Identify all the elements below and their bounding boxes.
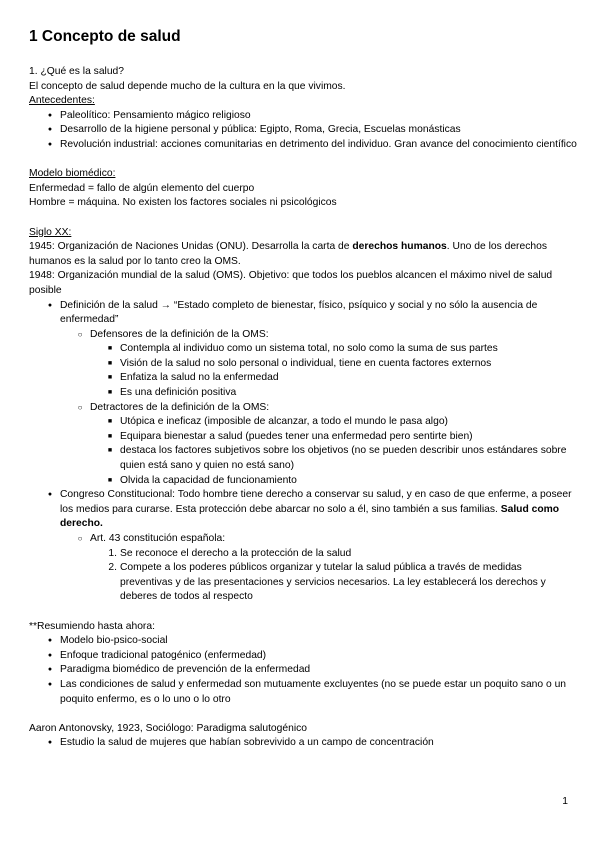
siglo-paragraph: 1945: Organización de Naciones Unidas (ONU). Desarrolla la carta de derechos humanos. Uno de los derechos humanos es la salud por lo tanto creo la OMS.: [29, 241, 547, 267]
aaron-heading: Aaron Antonovsky, 1923, Sociólogo: Paradigma salutogénico: [29, 722, 308, 734]
page-number: 1: [562, 796, 568, 807]
intro-text: El concepto de salud depende mucho de la cultura en la que vivimos.: [29, 80, 346, 92]
list-item: ■ Enfatiza la salud no la enfermedad: [107, 372, 279, 384]
biomedico-line: Hombre = máquina. No existen los factores sociales ni psicológicos: [29, 197, 337, 209]
siglo-heading: Siglo XX:: [29, 226, 72, 238]
aaron-list: [29, 736, 577, 751]
list-item: ● Las condiciones de salud y enfermedad son mutuamente excluyentes (no se puede estar un poquito sano o un poquito enfermo, es o lo uno o lo otro: [47, 678, 567, 705]
list-item: ■ Olvida la capacidad de funcionamiento: [107, 474, 297, 486]
page-title: 1 Concepto de salud: [29, 28, 181, 45]
list-item: ■ Equipara bienestar a salud (puedes tener una enfermedad pero sentirte bien): [107, 430, 473, 442]
list-item: ■ Visión de la salud no solo personal o individual, tiene en cuenta factores externos: [107, 357, 492, 369]
list-item: ■ Utópica e ineficaz (imposible de alcanzar, a todo el mundo le pasa algo): [107, 416, 448, 428]
biomedico-line: Enfermedad = fallo de algún elemento del cuerpo: [29, 182, 255, 194]
document-page: [29, 28, 577, 751]
list-item: ■ Contempla al individuo como un sistema total, no solo como la suma de sus partes: [107, 343, 498, 355]
list-item: ● Congreso Constitucional: Todo hombre tiene derecho a conservar su salud, y en caso de que enferme, a poseer los medios para curarse. Esta protección debe abarcar no solo a él, sino también a sus familias. Salud como derecho.: [47, 489, 572, 530]
list-item: ● Paradigma biomédico de prevención de la enfermedad: [47, 664, 311, 676]
list-item: ■ Es una definición positiva: [107, 387, 237, 399]
list-item: 1. Se reconoce el derecho a la protección de la salud: [108, 547, 352, 559]
list-item: ● Revolución industrial: acciones comunitarias en detrimento del individuo. Gran avance del conocimiento científico: [47, 138, 577, 150]
list-item: ● Definición de la salud → “Estado completo de bienestar, físico, psíquico y social y no sólo la ausencia de enfermedad”: [47, 299, 538, 326]
list-item: ■ destaca los factores subjetivos sobre los objetivos (no se pueden describir unos estándares sobre quien está sano y quien no está sano): [107, 445, 567, 472]
list-item: ● Enfoque tradicional patogénico (enfermedad): [47, 649, 267, 661]
siglo-list: [29, 299, 577, 605]
list-item: ○ Detractores de la definición de la OMS:: [77, 401, 270, 413]
antecedentes-list: [29, 109, 577, 153]
list-item: ● Estudio la salud de mujeres que habían sobrevivido a un campo de concentración: [47, 737, 434, 749]
list-item: 2. Compete a los poderes públicos organizar y tutelar la salud pública a través de medidas preventivas y de las presentaciones y servicios necesarios. La ley establecerá los derechos y deberes de todos al respecto: [108, 562, 546, 603]
list-item: ● Paleolítico: Pensamiento mágico religioso: [47, 109, 251, 121]
resumen-list: [29, 634, 577, 707]
resumen-heading: **Resumiendo hasta ahora:: [29, 620, 155, 632]
biomedico-heading: Modelo biomédico:: [29, 168, 116, 180]
list-item: ● Desarrollo de la higiene personal y pública: Egipto, Roma, Grecia, Escuelas monásticas: [47, 124, 461, 136]
antecedentes-heading: Antecedentes:: [29, 95, 95, 107]
list-item: ○ Art. 43 constitución española:: [77, 533, 226, 544]
list-item: ○ Defensores de la definición de la OMS:: [77, 328, 269, 340]
list-item: ● Modelo bio-psico-social: [47, 635, 168, 647]
siglo-paragraph: 1948: Organización mundial de la salud (OMS). Objetivo: que todos los pueblos alcancen el máximo nivel de salud posible: [29, 270, 553, 296]
question-heading: 1. ¿Qué es la salud?: [29, 66, 125, 77]
